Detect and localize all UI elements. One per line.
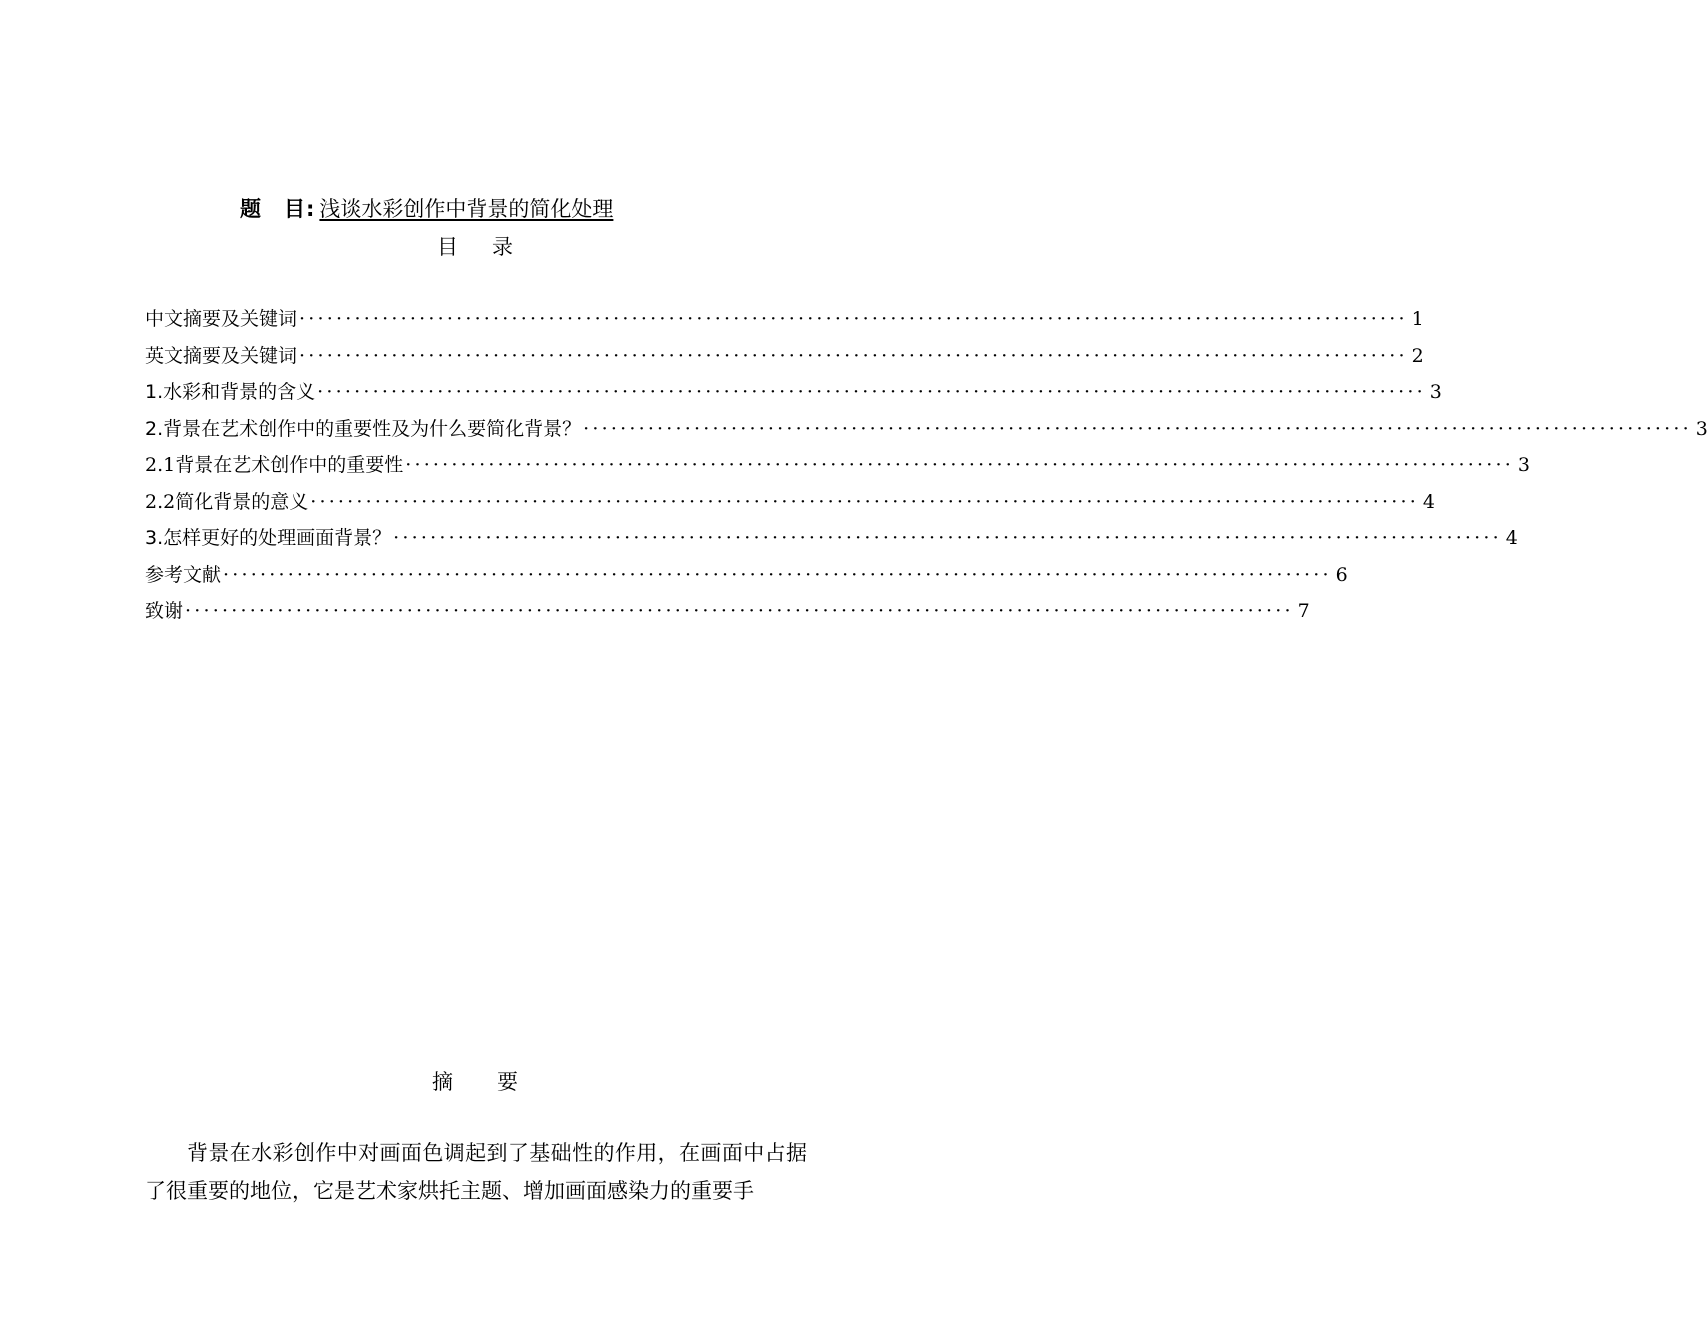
toc-entry[interactable] xyxy=(145,524,1518,561)
toc-heading: 目录 xyxy=(437,235,547,259)
toc-entry[interactable] xyxy=(145,597,1310,634)
toc-leader-dots: ························································································································ xyxy=(299,308,1408,330)
title-label xyxy=(240,197,315,221)
toc-entry-page-number: 4 xyxy=(1422,490,1435,513)
toc-leader-dots: ························································································································ xyxy=(185,600,1294,622)
toc-entry-page-number: 1 xyxy=(1411,308,1424,330)
toc-entry-page-number: 3 xyxy=(1695,417,1708,440)
toc-entry-label: 1.水彩和背景的含义 xyxy=(145,381,316,403)
thesis-title-line xyxy=(240,195,613,223)
toc-entry-label: 2.1背景在艺术创作中的重要性 xyxy=(145,454,404,476)
toc-entry[interactable] xyxy=(145,378,1442,415)
toc-entry-label: 3.怎样更好的处理画面背景？ xyxy=(145,527,392,549)
toc-leader-dots: ························································································································ xyxy=(393,527,1502,549)
abstract-paragraph: 背景在水彩创作中对画面色调起到了基础性的作用，在画面中占据了很重要的地位，它是艺术家烘托主题、增加画面感染力的重要手 xyxy=(145,1141,807,1203)
toc-leader-dots: ························································································································ xyxy=(310,490,1419,513)
toc-entry[interactable] xyxy=(145,451,1530,488)
toc-entry-label: 2.背景在艺术创作中的重要性及为什么要简化背景？ xyxy=(145,417,582,440)
toc-entry[interactable] xyxy=(145,561,1348,598)
title-label-part2: 目: xyxy=(284,197,316,221)
toc-entry[interactable] xyxy=(145,342,1424,379)
toc-entry-label: 2.2简化背景的意义 xyxy=(145,490,309,513)
toc-entry[interactable] xyxy=(145,488,1435,525)
toc-leader-dots: ························································································································ xyxy=(405,454,1514,476)
toc-entry-page-number: 4 xyxy=(1505,527,1518,549)
toc-leader-dots: ························································································································ xyxy=(223,563,1332,586)
toc-entry-page-number: 7 xyxy=(1297,600,1310,622)
abstract-heading: 摘要 xyxy=(432,1070,562,1094)
toc-entry-page-number: 3 xyxy=(1429,381,1442,403)
toc-leader-dots: ························································································································ xyxy=(317,381,1426,403)
toc-entry-label: 中文摘要及关键词 xyxy=(145,308,298,330)
toc-leader-dots: ························································································································ xyxy=(299,344,1408,367)
toc-entry-page-number: 3 xyxy=(1517,454,1530,476)
toc-entry[interactable] xyxy=(145,415,1708,452)
title-label-part1: 题 xyxy=(240,197,262,221)
toc-entry[interactable] xyxy=(145,305,1424,342)
toc-entry-label: 致谢 xyxy=(145,600,184,622)
toc-entry-page-number: 2 xyxy=(1411,344,1424,367)
thesis-title: 浅谈水彩创作中背景的简化处理 xyxy=(319,197,614,221)
toc-entry-page-number: 6 xyxy=(1335,563,1348,586)
toc-entry-label: 英文摘要及关键词 xyxy=(145,344,298,367)
toc-leader-dots: ························································································································ xyxy=(583,417,1692,440)
toc-entry-label: 参考文献 xyxy=(145,563,222,586)
table-of-contents xyxy=(145,305,1708,634)
